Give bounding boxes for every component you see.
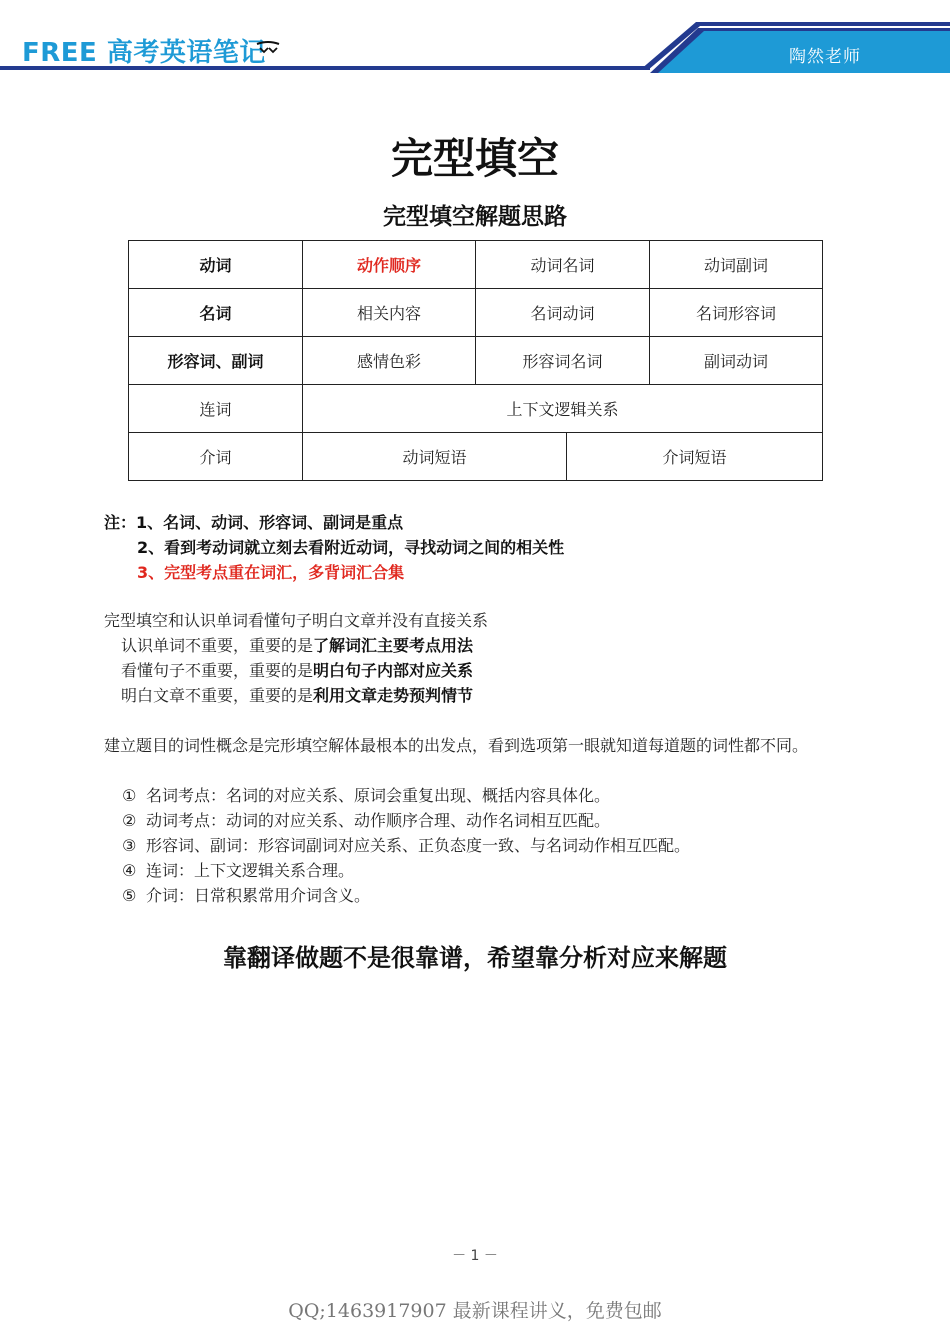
relation-intro: 完型填空和认识单词看懂句子明白文章并没有直接关系 (104, 611, 489, 630)
relation-block (104, 608, 488, 708)
concept-paragraph: 建立题目的词性概念是完形填空解体最根本的出发点，看到选项第一眼就知道每道题的词性都不同。 (104, 736, 809, 755)
list-item: ④ 连词：上下文逻辑关系合理。 (122, 861, 355, 880)
list-item: ① 名词考点：名词的对应关系、原词会重复出现、概括内容具体化。 (122, 786, 611, 805)
table-cell: 动词副词 (650, 241, 823, 289)
section-subtitle: 完型填空解题思路 (383, 204, 567, 230)
table-cell: 名词形容词 (650, 289, 823, 337)
relation-line-2: 看懂句子不重要，重要的是明白句子内部对应关系 (121, 661, 474, 680)
word-class-table (128, 240, 823, 481)
notes-block (104, 510, 564, 585)
brand-logo-text: FREE 高考英语笔记 (22, 38, 266, 68)
page-header (0, 0, 950, 80)
note-3: 3、完型考点重在词汇，多背词汇合集 (137, 563, 405, 582)
table-cell: 形容词名词 (476, 337, 650, 385)
relation-line-1: 认识单词不重要，重要的是了解词汇主要考点用法 (121, 636, 474, 655)
table-cell: 动作顺序 (303, 241, 476, 289)
note-2: 2、看到考动词就立刻去看附近动词，寻找动词之间的相关性 (137, 538, 565, 557)
table-cell: 名词动词 (476, 289, 650, 337)
table-cell: 动词名词 (476, 241, 650, 289)
table-cell: 形容词、副词 (129, 337, 303, 385)
relation-line-3: 明白文章不重要，重要的是利用文章走势预判情节 (121, 686, 474, 705)
table-row (129, 337, 823, 385)
table-cell: 介词短语 (567, 433, 823, 481)
list-item: ③ 形容词、副词：形容词副词对应关系、正负态度一致、与名词动作相互匹配。 (122, 836, 691, 855)
points-list (122, 783, 690, 908)
list-item: ② 动词考点：动词的对应关系、动作顺序合理、动作名词相互匹配。 (122, 811, 611, 830)
table-cell: 介词 (129, 433, 303, 481)
list-item: ⑤ 介词：日常积累常用介词含义。 (122, 886, 371, 905)
table-row (129, 241, 823, 289)
conclusion-heading: 靠翻译做题不是很靠谱，希望靠分析对应来解题 (223, 944, 727, 972)
table-row (129, 289, 823, 337)
table-cell: 副词动词 (650, 337, 823, 385)
table-cell: 相关内容 (303, 289, 476, 337)
page-title: 完型填空 (390, 134, 559, 183)
table-cell: 名词 (129, 289, 303, 337)
table-cell: 上下文逻辑关系 (303, 385, 823, 433)
note-1: 注：1、名词、动词、形容词、副词是重点 (104, 513, 404, 532)
table-cell: 动词 (129, 241, 303, 289)
table-cell: 动词短语 (303, 433, 567, 481)
page-number: － 1 － (452, 1248, 498, 1264)
table-row (129, 433, 823, 481)
footer-contact: QQ;1463917907 最新课程讲义，免费包邮 (288, 1300, 662, 1322)
table-cell: 感情色彩 (303, 337, 476, 385)
teacher-name: 陶然老师 (789, 47, 861, 67)
table-row (129, 385, 823, 433)
table-cell: 连词 (129, 385, 303, 433)
glasses-icon (255, 38, 281, 58)
